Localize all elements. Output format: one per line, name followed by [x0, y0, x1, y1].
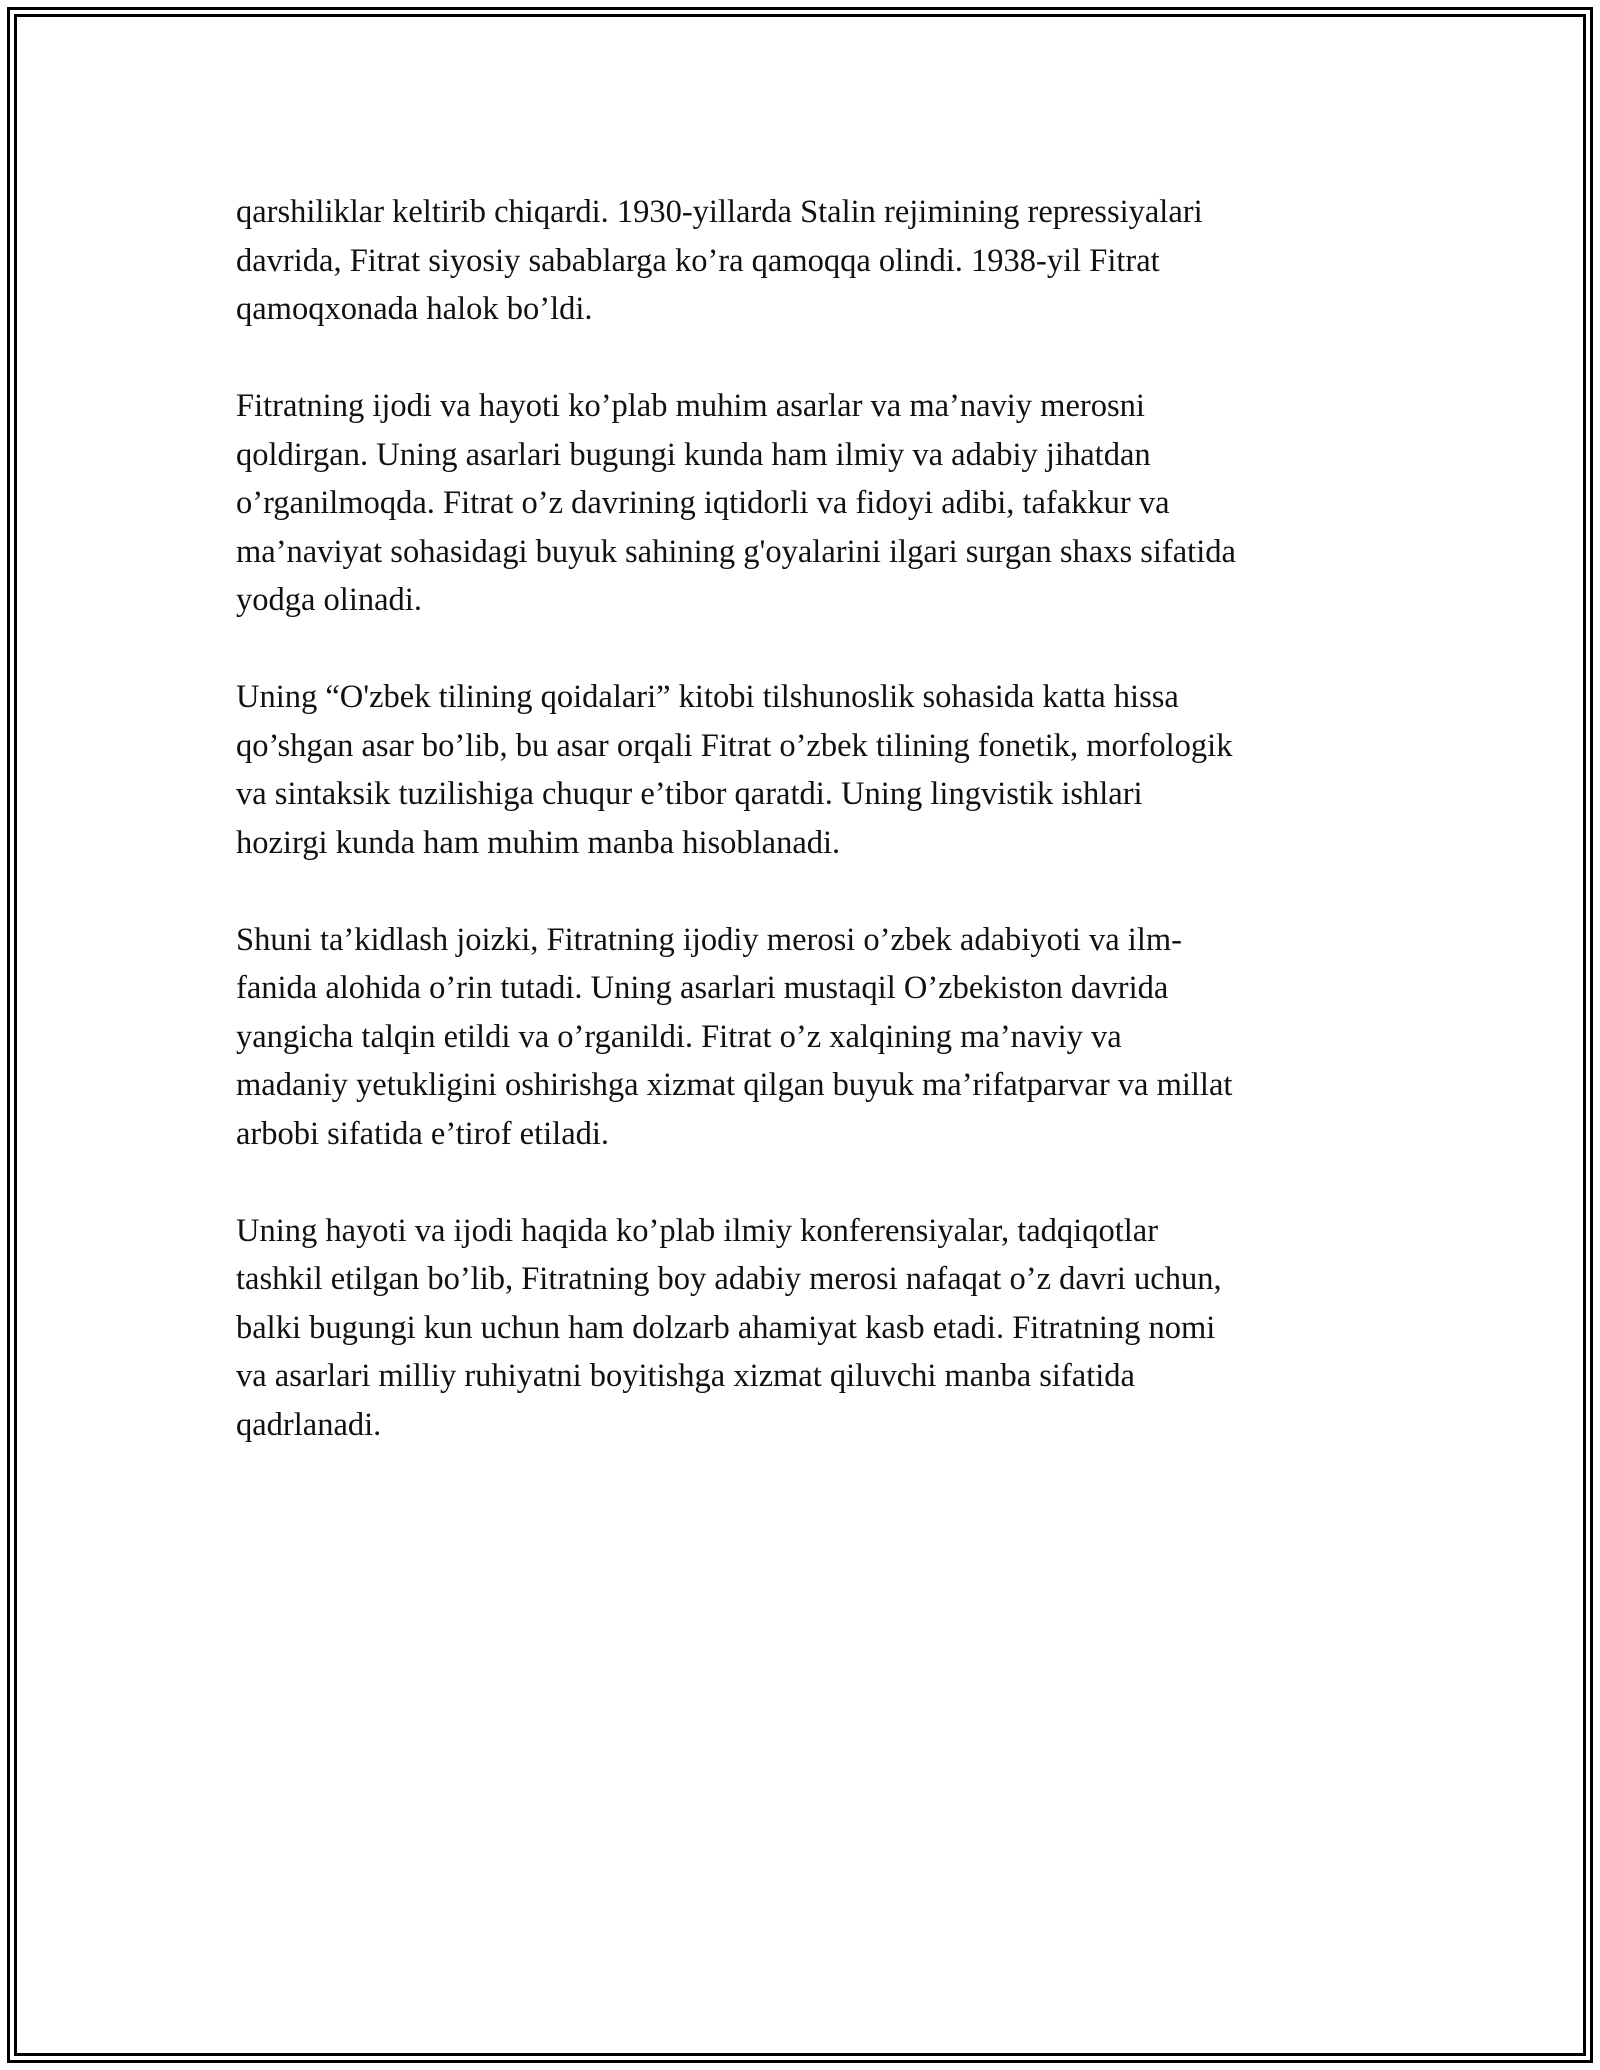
paragraph: Shuni ta’kidlash joizki, Fitratning ijodiy merosi o’zbek adabiyoti va ilm- fanida alohida o’rin tutadi. Uning asarlari mustaqil O’zbekiston davrida yangicha talqin etildi va o’rganildi. Fitrat o’z xalqining ma’naviy va madaniy yetukligini oshirishga xizmat qilgan buyuk ma’rifatparvar va millat arbobi sifatida e’tirof etiladi.	[236, 921, 1233, 1152]
document-body	[236, 188, 1376, 1498]
paragraph: Fitratning ijodi va hayoti ko’plab muhim asarlar va ma’naviy merosni qoldirgan. Uning asarlari bugungi kunda ham ilmiy va adabiy jihatdan o’rganilmoqda. Fitrat o’z davrining iqtidorli va fidoyi adibi, tafakkur va ma’naviyat sohasidagi buyuk sahining g'oyalarini ilgari surgan shaxs sifatida yodga olinadi.	[236, 388, 1236, 618]
paragraph: qarshiliklar keltirib chiqardi. 1930-yillarda Stalin rejimining repressiyalari davrida, Fitrat siyosiy sabablarga ko’ra qamoqqa olindi. 1938-yil Fitrat qamoqxonada halok bo’ldi.	[236, 194, 1203, 327]
paragraph: Uning hayoti va ijodi haqida ko’plab ilmiy konferensiyalar, tadqiqotlar tashkil etilgan bo’lib, Fitratning boy adabiy merosi nafaqat o’z davri uchun, balki bugungi kun uchun ham dolzarb ahamiyat kasb etadi. Fitratning nomi va asarlari milliy ruhiyatni boyitishga xizmat qiluvchi manba sifatida qadrlanadi.	[236, 1212, 1222, 1443]
paragraph: Uning “O'zbek tilining qoidalari” kitobi tilshunoslik sohasida katta hissa qo’shgan asar bo’lib, bu asar orqali Fitrat o’zbek tilining fonetik, morfologik va sintaksik tuzilishiga chuqur e’tibor qaratdi. Uning lingvistik ishlari hozirgi kunda ham muhim manba hisoblanadi.	[236, 679, 1233, 861]
